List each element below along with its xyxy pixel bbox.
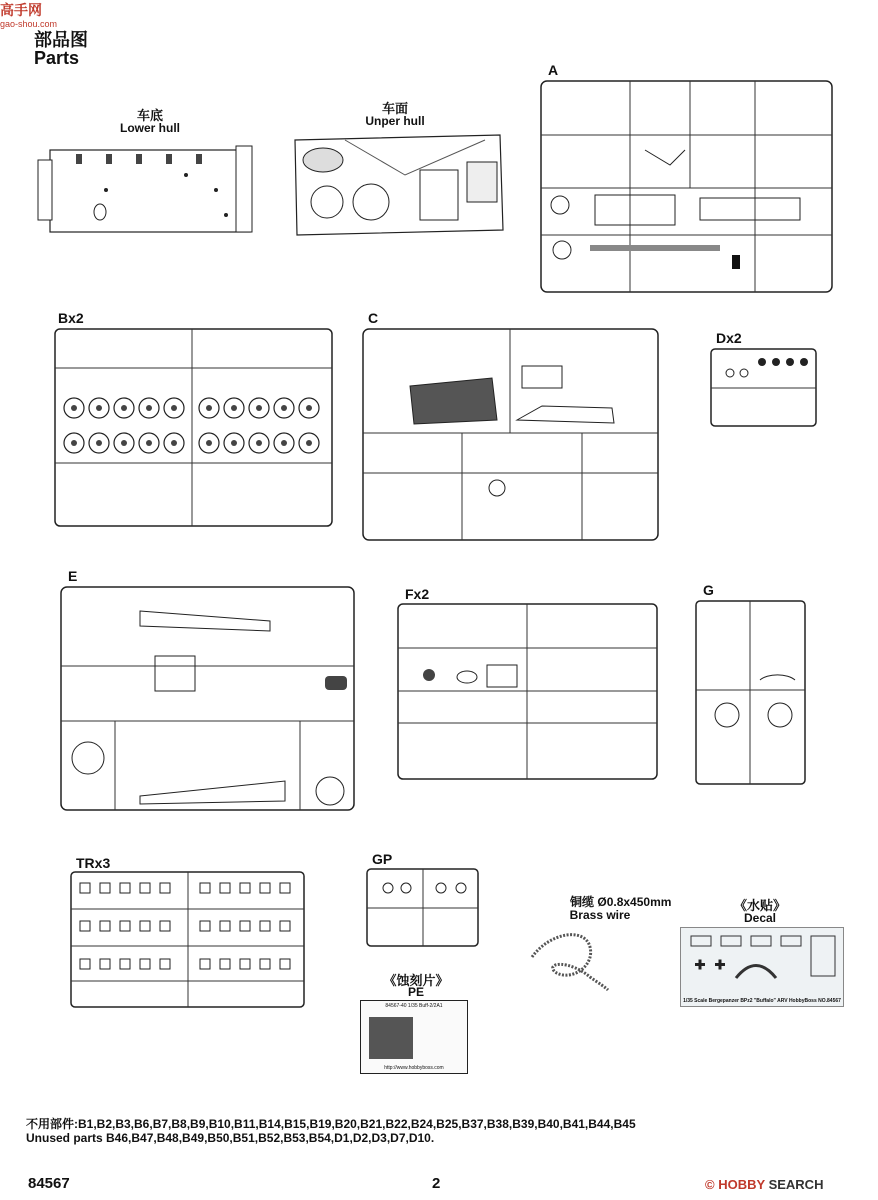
decal-sheet: [680, 927, 844, 1007]
sprue-gp: [366, 868, 480, 948]
sprue-tr: [70, 871, 306, 1009]
brand-name: HOBBY: [718, 1177, 765, 1192]
sprue-e: [60, 586, 356, 812]
lower-hull-drawing: [36, 140, 258, 240]
wire-cn: 铜缆: [570, 895, 595, 909]
pe-code: 84567-40 1/35 Buff-2/2A1: [385, 1003, 443, 1009]
lower-hull-label-cn: 车底: [136, 108, 163, 123]
page-number: 2: [432, 1175, 441, 1192]
watermark-logo: 高手网: [0, 2, 42, 18]
sprue-tr-label: TRx3: [76, 855, 111, 871]
pe-fret: [360, 1000, 468, 1074]
sprue-b: [54, 328, 334, 528]
watermark-url: gao-shou.com: [0, 19, 58, 29]
sprue-f-label: Fx2: [405, 586, 430, 602]
sprue-b-label: Bx2: [58, 310, 84, 326]
decal-label-cn: 《水贴》: [733, 898, 786, 913]
sprue-a: [540, 80, 834, 294]
pe-mesh: [369, 1017, 413, 1059]
lower-hull-label-en: Lower hull: [120, 121, 180, 135]
unused-parts-cn: 不用部件:B1,B2,B3,B6,B7,B8,B9,B10,B11,B14,B15,B19,B20,B21,B22,B24,B25,B37,B38,B39,B40,B41,B44,B45: [26, 1117, 636, 1131]
decal-caption: 1/35 Scale Bergepanzer BPz2 "Buffalo" ARV HobbyBoss NO.84567: [683, 998, 841, 1004]
product-code: 84567: [28, 1175, 70, 1192]
wire-spec: Ø0.8x450mm: [597, 895, 672, 909]
upper-hull-label-cn: 车面: [381, 101, 408, 116]
decal-markings: [681, 928, 843, 994]
upper-hull-drawing: [285, 130, 510, 240]
brand-prefix: ©: [705, 1177, 715, 1192]
sprue-e-label: E: [68, 568, 78, 584]
sprue-gp-label: GP: [372, 851, 393, 867]
unused-parts-en: Unused parts B46,B47,B48,B49,B50,B51,B52,B53,B54,D1,D2,D3,D7,D10.: [26, 1131, 435, 1145]
pe-label-cn: 《蚀刻片》: [383, 973, 449, 988]
sprue-c: [362, 328, 660, 542]
sprue-d: [710, 348, 818, 428]
decal-label-en: Decal: [743, 911, 777, 925]
wire-label-en: Brass wire: [569, 908, 631, 922]
sprue-a-label: A: [548, 62, 559, 78]
sprue-g-label: G: [703, 582, 714, 598]
hobbysearch-watermark: [705, 1177, 823, 1192]
brass-wire-drawing: [530, 922, 610, 992]
sprue-d-label: Dx2: [716, 330, 742, 346]
sprue-g: [695, 600, 807, 786]
brand-suffix: SEARCH: [768, 1177, 824, 1192]
sprue-f: [397, 603, 659, 781]
pe-label-en: PE: [407, 985, 424, 999]
upper-hull-label-en: Unper hull: [365, 114, 425, 128]
header-title-cn: 部品图: [34, 30, 88, 50]
pe-url: http://www.hobbyboss.com: [384, 1065, 444, 1071]
sprue-c-label: C: [368, 310, 379, 326]
header-title-en: Parts: [34, 48, 80, 68]
